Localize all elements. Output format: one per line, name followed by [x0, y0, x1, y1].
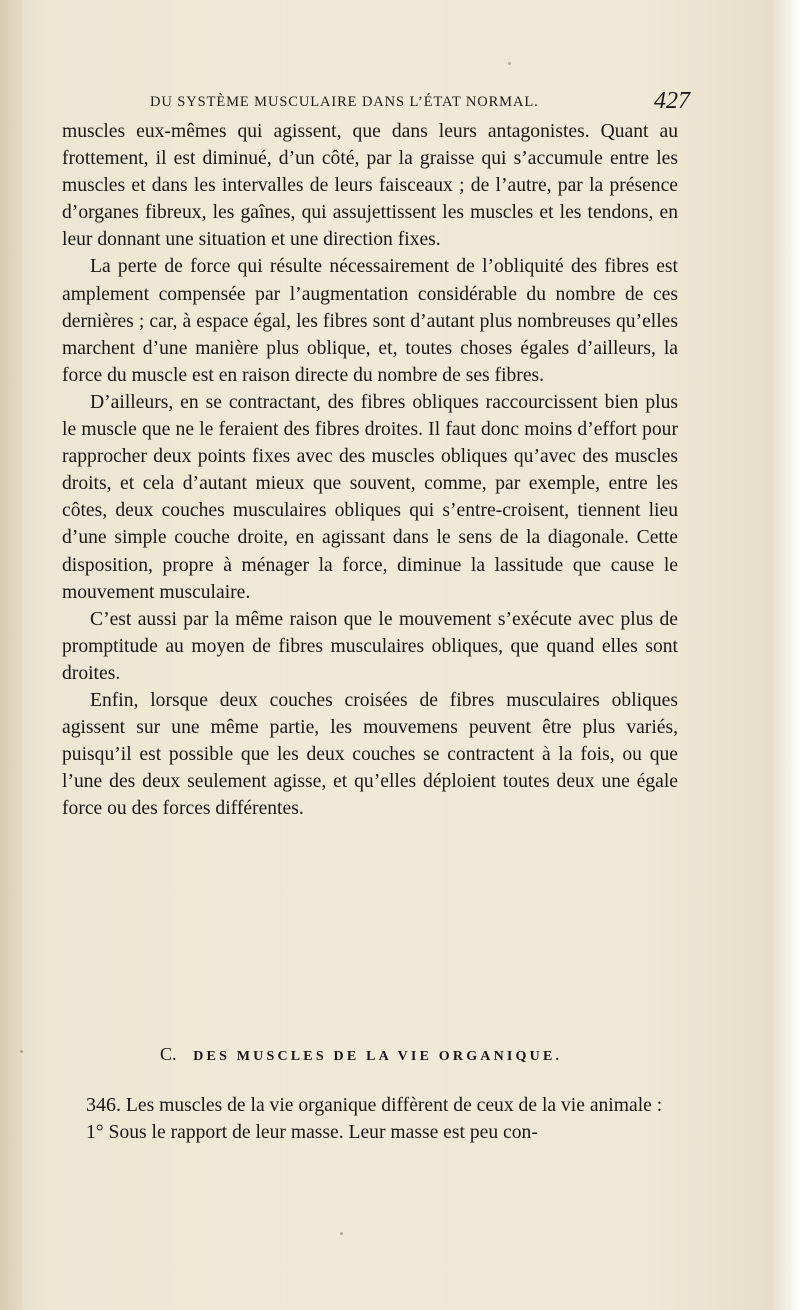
paragraph-obliquity: La perte de force qui résulte nécessairement de l’obliquité des fibres est amplement compensée par l’augmentation considérable du nombre de ces dernières ; car, à espace égal, les fibres sont d’autant plus nombreuses qu’elles marchent d’une manière plus oblique, et, toutes choses égales d’ailleurs, la force du muscle est en raison directe du nombre de ses fibres.: [62, 256, 678, 386]
paragraph-continuation: muscles eux-mêmes qui agissent, que dans leurs antagonistes. Quant au frottement, il est diminué, d’un côté, par la graisse qui s’accumule entre les muscles et dans les intervalles de leurs faisceaux ; de l’autre, par la présence d’organes fibreux, les gaînes, qui assujettissent les muscles et les tendons, en leur donnant une situation et une direction fixes.: [62, 121, 678, 251]
paper-speck: [508, 62, 511, 65]
article-item: [58, 1119, 668, 1146]
section-letter: C.: [160, 1044, 177, 1064]
paper-speck: [20, 1050, 23, 1053]
paragraph-contraction: D’ailleurs, en se contractant, des fibres obliques raccourcissent bien plus le muscle que ne le feraient des fibres droites. Il faut donc moins d’effort pour rapprocher deux points fixes avec des muscles obliques qu’avec des muscles droits, et cela d’autant mieux que souvent, comme, par exemple, entre les côtes, deux couches musculaires obliques qui s’entre-croisent, tiennent lieu d’une simple couche droite, en agissant dans le sens de la diagonale. Cette disposition, propre à ménager la force, diminue la lassitude que cause le mouvement musculaire.: [62, 391, 678, 603]
item-marker: 1°: [86, 1122, 104, 1144]
body-text: [62, 118, 678, 822]
section-title: DES MUSCLES DE LA VIE ORGANIQUE.: [193, 1049, 563, 1064]
paragraph-promptitude: C’est aussi par la même raison que le mouvement s’exécute avec plus de promptitude au moyen de fibres musculaires obliques, que quand elles sont droites.: [62, 608, 678, 684]
section-heading: [160, 1044, 600, 1065]
article-text: [58, 1092, 668, 1146]
page-number: 427: [654, 88, 690, 114]
running-head: [150, 90, 690, 118]
scan-edge-left: [0, 0, 22, 1310]
article-number: 346.: [86, 1094, 121, 1116]
paragraph-crossed-layers: Enfin, lorsque deux couches croisées de fibres musculaires obliques agissent sur une même partie, les mouvemens peuvent être plus variés, puisqu’il est possible que les deux couches se contractent à la fois, ou que l’une des deux seulement agisse, et qu’elles déploient toutes deux une égale force ou des forces différentes.: [62, 689, 678, 820]
running-title: DU SYSTÈME MUSCULAIRE DANS L’ÉTAT NORMAL.: [150, 94, 539, 110]
scan-edge-right: [770, 0, 800, 1310]
article-text-content: Les muscles de la vie organique diffèrent de ceux de la vie animale :: [125, 1095, 663, 1116]
paper-speck: [340, 1232, 343, 1235]
item-text: Sous le rapport de leur masse. Leur masse est peu con-: [108, 1122, 538, 1144]
article-paragraph: [58, 1092, 668, 1119]
